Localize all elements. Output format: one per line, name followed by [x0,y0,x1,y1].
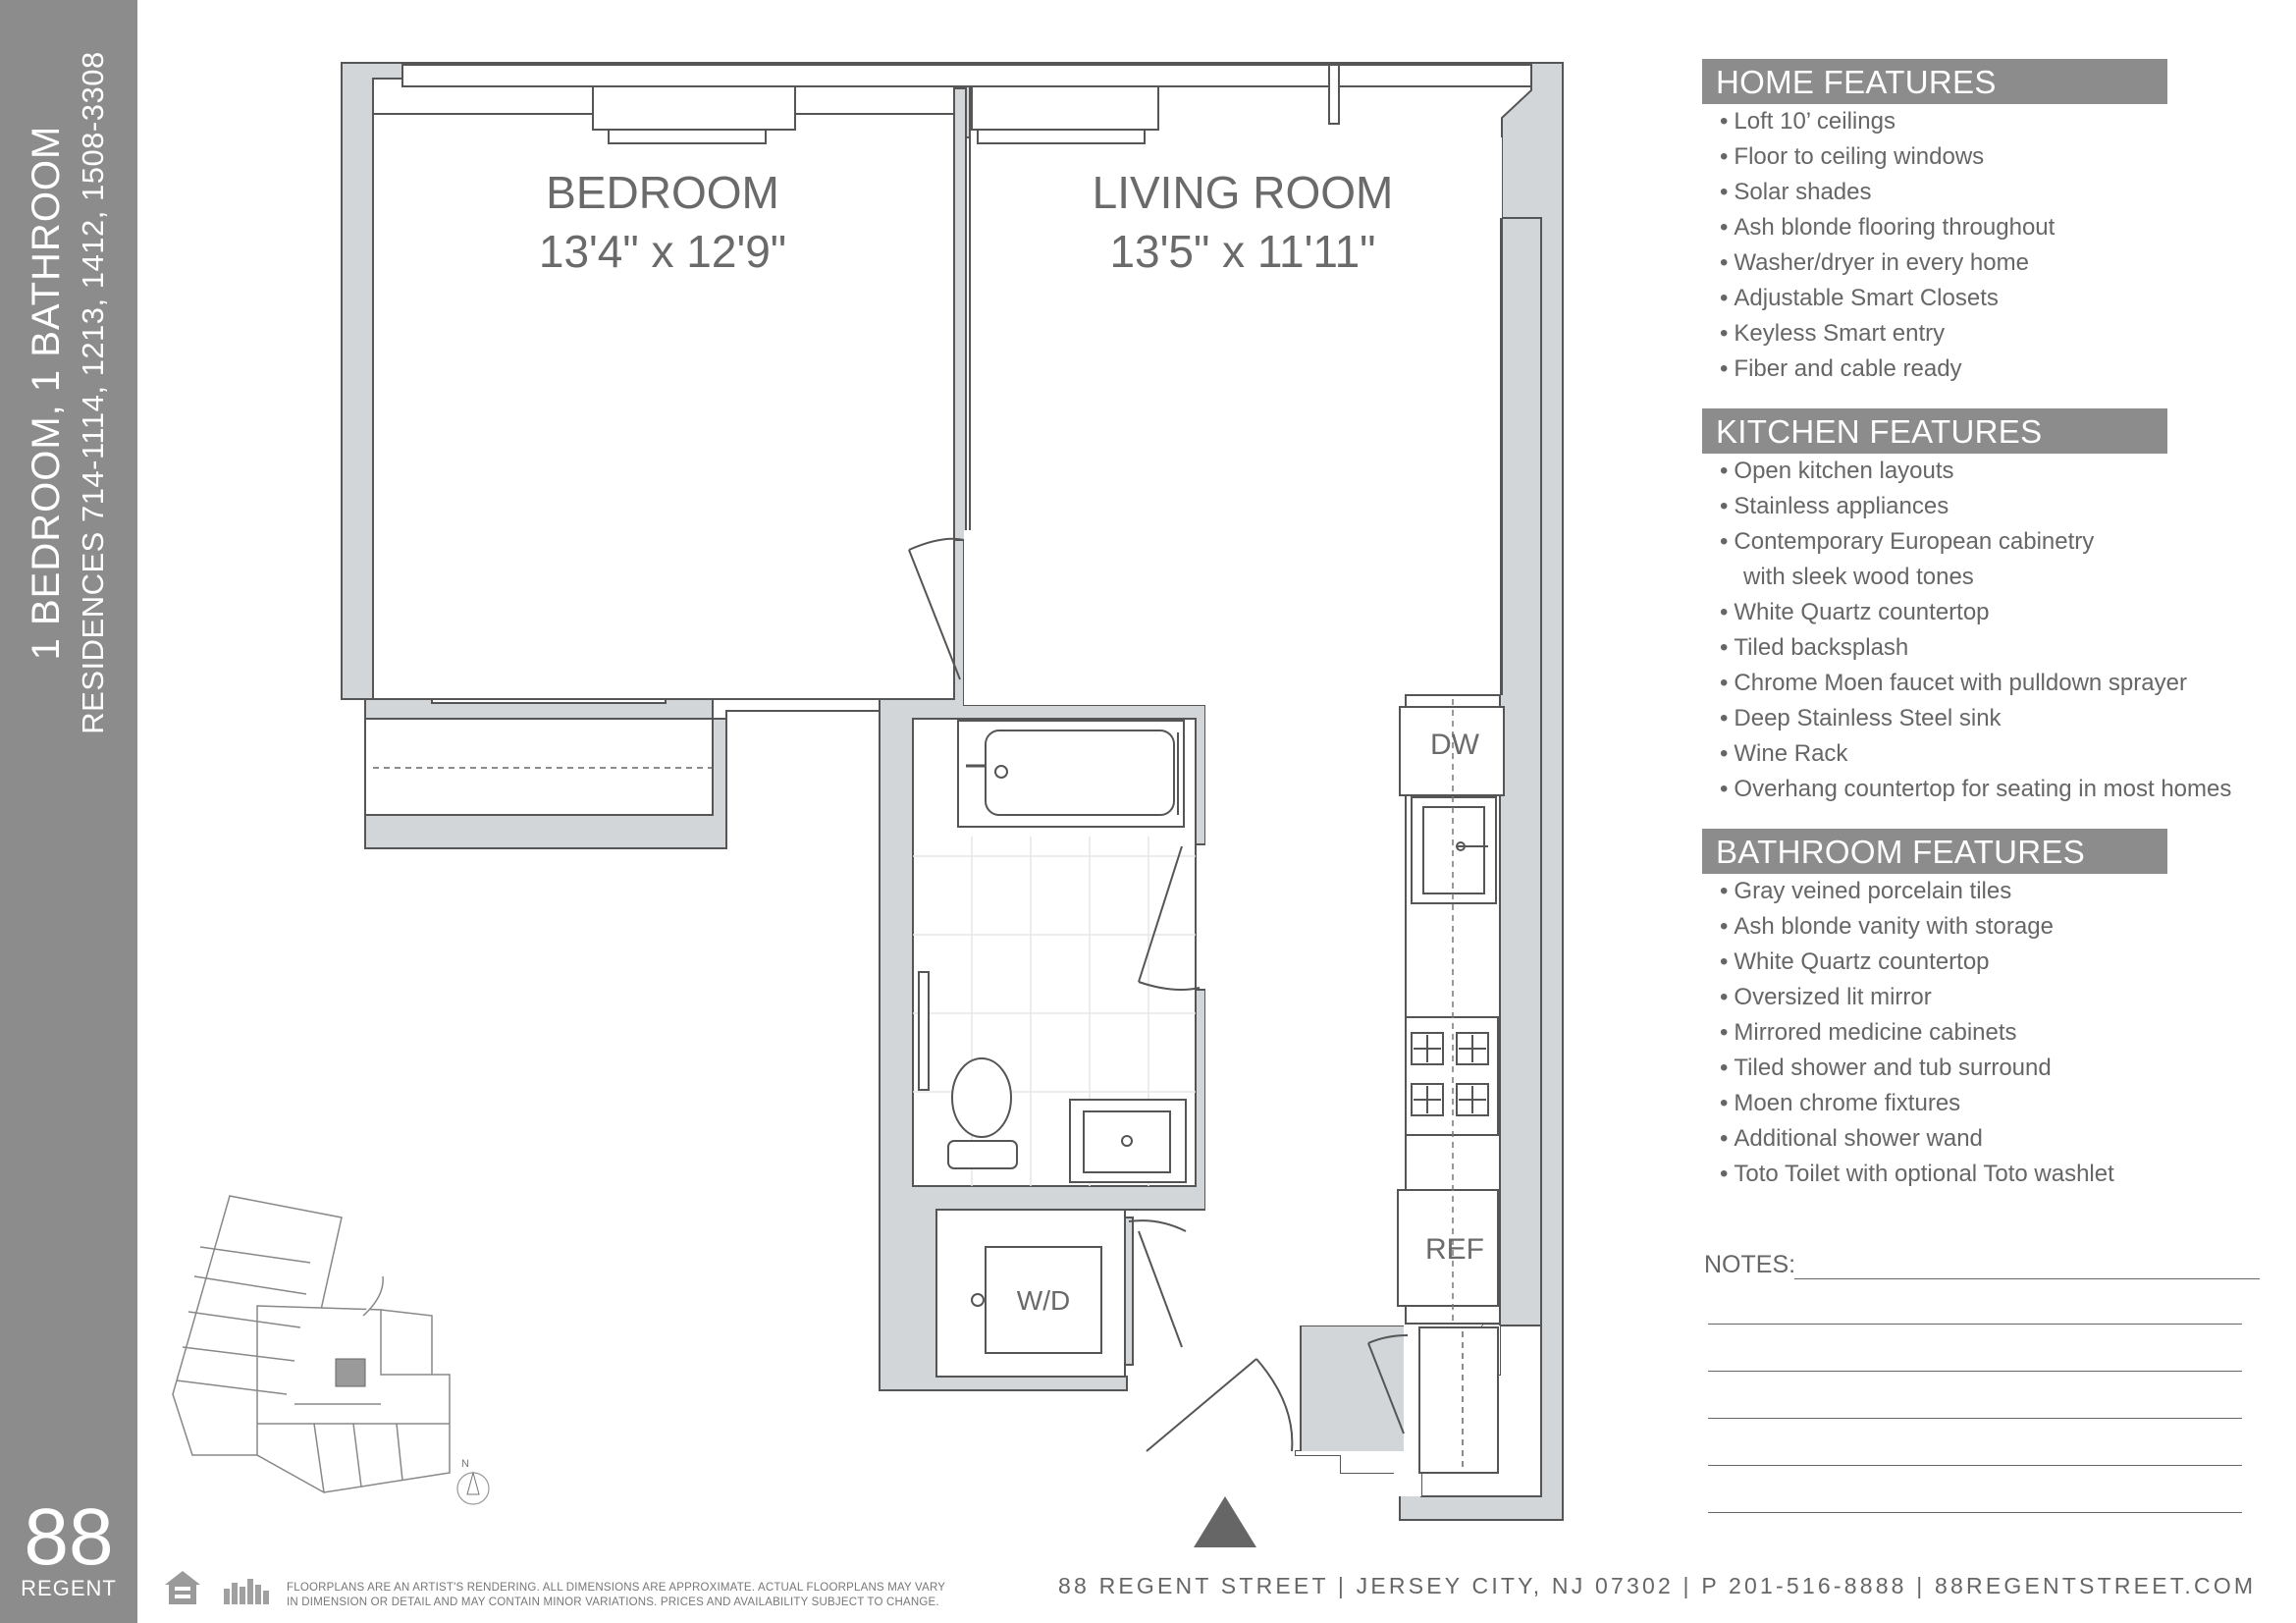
ref-label: REF [1425,1233,1484,1266]
list-item: • Additional shower wand [1720,1125,1983,1152]
list-item: • Tiled backsplash [1720,634,1909,661]
disclaimer-line: FLOORPLANS ARE AN ARTIST'S RENDERING. ALL DIMENSIONS ARE APPROXIMATE. ACTUAL FLOORPLANS MAY VARY [287,1582,946,1594]
list-item: • Mirrored medicine cabinets [1720,1019,2017,1046]
list-item: • Floor to ceiling windows [1720,143,1985,170]
north-label: N [461,1458,469,1470]
bathroom-features-list [1702,874,2291,1192]
residences-list: RESIDENCES 714-1114, 1213, 1412, 1508-3308 [76,51,110,734]
list-item: • Solar shades [1720,179,1872,205]
home-features-list [1702,104,2291,387]
notes-line [1708,1371,2242,1372]
list-item: • Contemporary European cabinetry [1720,528,2095,555]
kitchen-features-header: KITCHEN FEATURES [1702,408,2167,454]
list-item: • Chrome Moen faucet with pulldown sprayer [1720,670,2187,696]
key-plan-highlight [336,1359,365,1386]
kitchen-counter [1398,695,1504,1324]
developer-logo-icon [222,1575,275,1608]
bedroom-name: BEDROOM [546,167,779,218]
list-item: • Loft 10’ ceilings [1720,108,1896,135]
footer-address: 88 REGENT STREET | JERSEY CITY, NJ 07302 | P 201-516-8888 | 88REGENTSTREET.COM [1058,1573,2257,1598]
list-item: • Overhang countertop for seating in most homes [1720,776,2232,802]
list-item: • White Quartz countertop [1720,599,1990,625]
list-item: • Washer/dryer in every home [1720,249,2029,276]
unit-type-title: 1 BEDROOM, 1 BATHROOM [25,125,68,661]
list-item: • Ash blonde vanity with storage [1720,913,2054,940]
dw-label: DW [1430,729,1479,761]
notes-line [1708,1418,2242,1419]
list-item: • Deep Stainless Steel sink [1720,705,2002,731]
list-item: • Moen chrome fixtures [1720,1090,1961,1116]
list-item: • Ash blonde flooring throughout [1720,214,2056,241]
list-item: • Adjustable Smart Closets [1720,285,1999,311]
bathroom-features-header: BATHROOM FEATURES [1702,829,2167,874]
bedroom-closet [365,719,713,815]
kitchen-features-section [1702,408,2291,807]
brand-number: 88 [24,1492,114,1582]
list-item: • Keyless Smart entry [1720,320,1946,347]
bathroom-features-section [1702,829,2291,1192]
key-plan [173,1196,450,1492]
notes-line [1708,1512,2242,1513]
entry-arrow-icon [1194,1496,1256,1547]
kitchen-features-list [1702,454,2291,807]
features-panel [1702,59,2291,1214]
list-item: • Open kitchen layouts [1720,458,1954,484]
top-windows [402,65,1531,86]
list-item: • Gray veined porcelain tiles [1720,878,2012,904]
disclaimer [287,1581,1013,1610]
bedroom-size: 13'4" x 12'9" [538,226,787,277]
entry-door [1147,1359,1292,1451]
notes-label: NOTES: [1704,1251,1796,1278]
home-features-header: HOME FEATURES [1702,59,2167,104]
disclaimer-line: IN DIMENSION OR DETAIL AND MAY CONTAIN MINOR VARIATIONS. PRICES AND AVAILABILITY SUBJECT TO CHANGE. [287,1596,939,1608]
living-room-name: LIVING ROOM [1092,167,1394,218]
list-item-continuation: with sleek wood tones [1743,564,1974,590]
home-features-section [1702,59,2291,387]
north-compass-icon [457,1473,489,1504]
list-item: • White Quartz countertop [1720,948,1990,975]
list-item: • Toto Toilet with optional Toto washlet [1720,1161,2114,1187]
partition-wall [954,88,966,540]
list-item: • Stainless appliances [1720,493,1949,519]
notes-area [1704,1251,2260,1279]
notes-line [1708,1465,2242,1466]
brand-word: REGENT [21,1576,117,1600]
list-item: • Fiber and cable ready [1720,355,1962,382]
list-item: • Wine Rack [1720,740,1848,767]
toilet [948,1058,1017,1168]
equal-housing-icon [161,1567,204,1610]
list-item: • Oversized lit mirror [1720,984,1932,1010]
notes-line [1794,1278,2260,1279]
wd-label: W/D [1016,1285,1071,1316]
list-item: • Tiled shower and tub surround [1720,1055,2052,1081]
living-room-size: 13'5" x 11'11" [1109,226,1376,277]
notes-line [1708,1324,2242,1325]
